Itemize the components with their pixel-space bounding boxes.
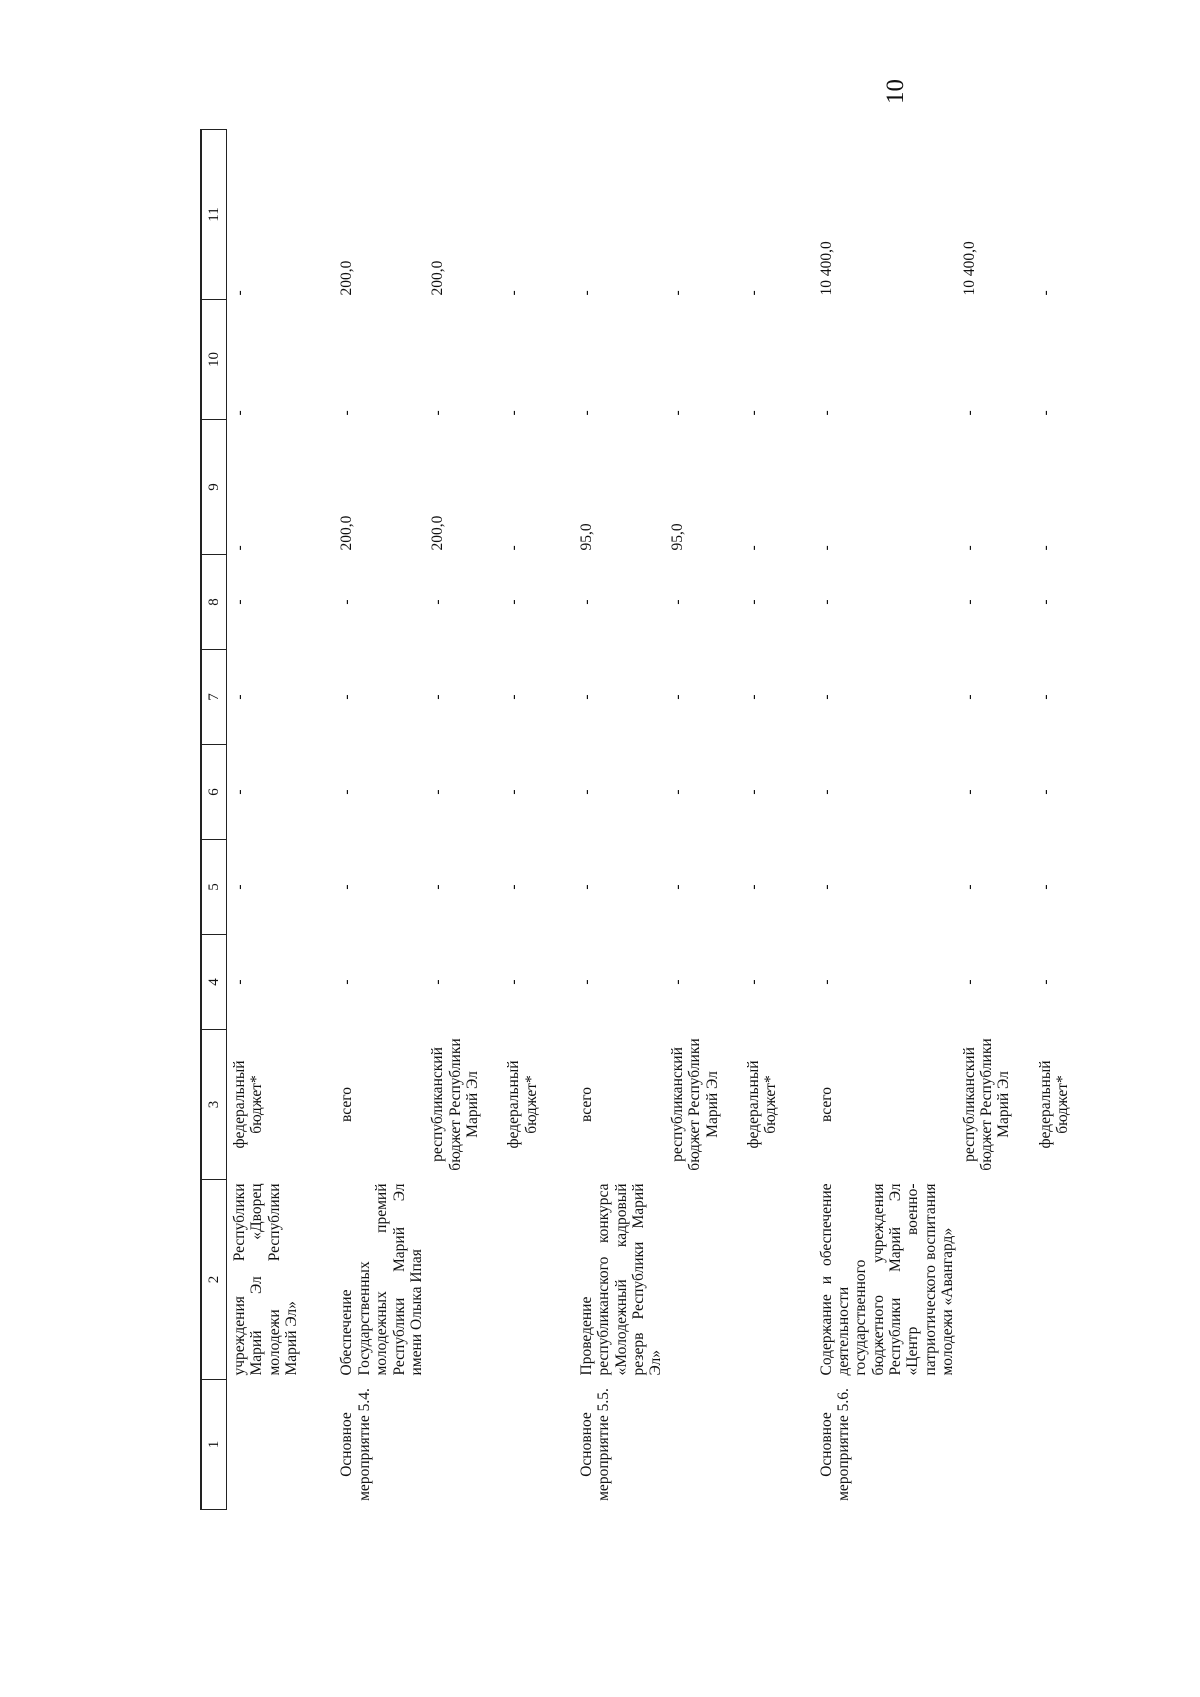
amount-cell: - [668, 410, 686, 416]
spacer-cell [540, 130, 574, 1510]
activity-description-cell [425, 1180, 481, 1380]
amount-cell: - [1036, 789, 1054, 795]
activity-description-cell [665, 1180, 721, 1380]
amount-cell: - [1036, 599, 1054, 605]
activity-description-cell [957, 1180, 1013, 1380]
column-header: 1 [201, 1380, 227, 1510]
amount-cell: - [578, 884, 596, 890]
amount-cell: - [429, 979, 447, 985]
amount-cell: - [960, 599, 978, 605]
amount-cell: - [338, 979, 356, 985]
spacer-cell [481, 130, 501, 1510]
amount-cell: 95,0 [578, 523, 596, 551]
column-header: 11 [201, 130, 227, 300]
amount-cell: - [578, 979, 596, 985]
table-row [334, 130, 425, 1510]
funding-source-cell: республиканский бюджет Республики Марий Эл [960, 1038, 1013, 1171]
activity-label-cell: Основное мероприятие 5.5. [578, 1388, 613, 1501]
funding-source-cell: всего [338, 1087, 356, 1122]
amount-cell: - [231, 545, 248, 551]
amount-cell: - [668, 694, 686, 700]
activity-description-cell: Проведение республиканского конкурса «Молодежный кадровый резерв Республики Марий Эл» [578, 1183, 665, 1376]
funding-source-cell: федеральный бюджет* [505, 1060, 540, 1149]
column-header: 2 [201, 1180, 227, 1380]
activity-description-cell [741, 1180, 780, 1380]
amount-cell: - [1036, 410, 1054, 416]
amount-cell: - [744, 979, 762, 985]
activity-label-cell [501, 1380, 540, 1510]
amount-cell: - [505, 789, 523, 795]
activity-label-cell [425, 1380, 481, 1510]
amount-cell: - [231, 789, 248, 795]
amount-cell: - [338, 789, 356, 795]
spacer-cell [1013, 130, 1033, 1510]
spacer-row [780, 130, 814, 1510]
amount-cell: - [505, 599, 523, 605]
activity-label-cell [1033, 1380, 1072, 1510]
amount-cell: - [744, 789, 762, 795]
amount-cell: - [960, 979, 978, 985]
amount-cell: - [231, 599, 248, 605]
amount-cell: - [231, 979, 248, 985]
spacer-cell [780, 130, 814, 1510]
amount-cell: - [505, 545, 523, 551]
column-header: 7 [201, 650, 227, 745]
activity-description-cell: Обеспечение Государственных молодежных премий Республики Марий Эл имени Олыка Ипая [338, 1183, 425, 1376]
amount-cell: - [505, 290, 523, 296]
amount-cell: - [231, 290, 248, 296]
amount-cell: - [817, 789, 835, 795]
amount-cell: - [505, 884, 523, 890]
amount-cell: - [231, 884, 248, 890]
amount-cell: - [578, 599, 596, 605]
funding-source-cell: всего [817, 1087, 835, 1122]
amount-cell: - [960, 545, 978, 551]
table-row [227, 130, 301, 1510]
amount-cell: - [338, 599, 356, 605]
table-row [425, 130, 481, 1510]
spacer-row [300, 130, 334, 1510]
amount-cell: - [338, 884, 356, 890]
funding-source-cell: федеральный бюджет* [231, 1060, 266, 1149]
activity-label-cell: Основное мероприятие 5.4. [338, 1388, 373, 1501]
rotated-table-container [200, 130, 1071, 1510]
amount-cell: 200,0 [338, 515, 356, 551]
funding-source-cell: федеральный бюджет* [744, 1060, 780, 1149]
amount-cell: - [817, 545, 835, 551]
amount-cell: - [1036, 290, 1054, 296]
amount-cell: - [578, 290, 596, 296]
amount-cell: - [668, 884, 686, 890]
table-row [665, 130, 721, 1510]
activity-label-cell [665, 1380, 721, 1510]
amount-cell: - [505, 694, 523, 700]
column-header: 9 [201, 420, 227, 555]
column-header: 6 [201, 745, 227, 840]
amount-cell: - [817, 884, 835, 890]
amount-cell: - [578, 694, 596, 700]
amount-cell: - [744, 410, 762, 416]
amount-cell: - [668, 599, 686, 605]
table-row [741, 130, 780, 1510]
amount-cell: - [960, 884, 978, 890]
amount-cell: - [817, 694, 835, 700]
spacer-cell [721, 130, 741, 1510]
table-body [227, 130, 1072, 1510]
amount-cell: 200,0 [429, 260, 447, 296]
amount-cell: - [960, 694, 978, 700]
spacer-row [540, 130, 574, 1510]
amount-cell: - [960, 789, 978, 795]
amount-cell: - [817, 410, 835, 416]
column-header: 3 [201, 1030, 227, 1180]
amount-cell: - [744, 599, 762, 605]
amount-cell: - [231, 694, 248, 700]
amount-cell: - [338, 410, 356, 416]
column-header: 10 [201, 300, 227, 420]
amount-cell: - [429, 694, 447, 700]
activity-label-cell [227, 1380, 301, 1510]
amount-cell: - [1036, 979, 1054, 985]
activity-label-cell: Основное мероприятие 5.6. [817, 1388, 852, 1501]
amount-cell: - [744, 694, 762, 700]
amount-cell: - [744, 290, 762, 296]
table-row [574, 130, 665, 1510]
amount-cell: - [1036, 694, 1054, 700]
activity-description-cell [1033, 1180, 1072, 1380]
amount-cell: - [505, 410, 523, 416]
table-row [1033, 130, 1072, 1510]
funding-source-cell: республиканский бюджет Республики Марий Эл [429, 1038, 481, 1171]
activity-description-cell: Содержание и обеспечение деятельности государственного бюджетного учреждения Республики Марий Эл «Центр военно-патриотического воспитания молодежи «Авангард» [817, 1183, 957, 1376]
table-row [814, 130, 957, 1510]
table-row [957, 130, 1013, 1510]
amount-cell: 200,0 [338, 260, 356, 296]
activity-label-cell [741, 1380, 780, 1510]
amount-cell: - [817, 979, 835, 985]
spacer-row [1013, 130, 1033, 1510]
amount-cell: 10 400,0 [817, 241, 835, 296]
amount-cell: - [668, 789, 686, 795]
funding-source-cell: республиканский бюджет Республики Марий Эл [668, 1038, 721, 1171]
amount-cell: 10 400,0 [960, 241, 978, 296]
amount-cell: - [1036, 545, 1054, 551]
spacer-cell [300, 130, 334, 1510]
amount-cell: - [429, 884, 447, 890]
column-header: 4 [201, 935, 227, 1030]
amount-cell: - [744, 884, 762, 890]
amount-cell: - [668, 290, 686, 296]
funding-source-cell: всего [578, 1087, 596, 1122]
amount-cell: - [338, 694, 356, 700]
page-number: 10 [882, 79, 909, 104]
activity-description-cell [501, 1180, 540, 1380]
amount-cell: - [578, 410, 596, 416]
amount-cell: - [429, 410, 447, 416]
amount-cell: - [744, 545, 762, 551]
amount-cell: - [817, 599, 835, 605]
amount-cell: - [429, 789, 447, 795]
amount-cell: - [231, 410, 248, 416]
activity-description-cell: учреждения Республики Марий Эл «Дворец молодежи Республики Марий Эл» [231, 1183, 301, 1376]
header-row [201, 130, 227, 1510]
amount-cell: - [429, 599, 447, 605]
amount-cell: - [1036, 884, 1054, 890]
table-row [501, 130, 540, 1510]
amount-cell: - [505, 979, 523, 985]
activity-label-cell [957, 1380, 1013, 1510]
spacer-row [481, 130, 501, 1510]
column-header: 8 [201, 555, 227, 650]
amount-cell: 200,0 [429, 515, 447, 551]
amount-cell: - [578, 789, 596, 795]
column-header: 5 [201, 840, 227, 935]
funding-source-cell: федеральный бюджет* [1036, 1060, 1071, 1149]
budget-table [200, 129, 1071, 1510]
amount-cell: - [960, 410, 978, 416]
spacer-row [721, 130, 741, 1510]
amount-cell: 95,0 [668, 523, 686, 551]
amount-cell: - [668, 979, 686, 985]
